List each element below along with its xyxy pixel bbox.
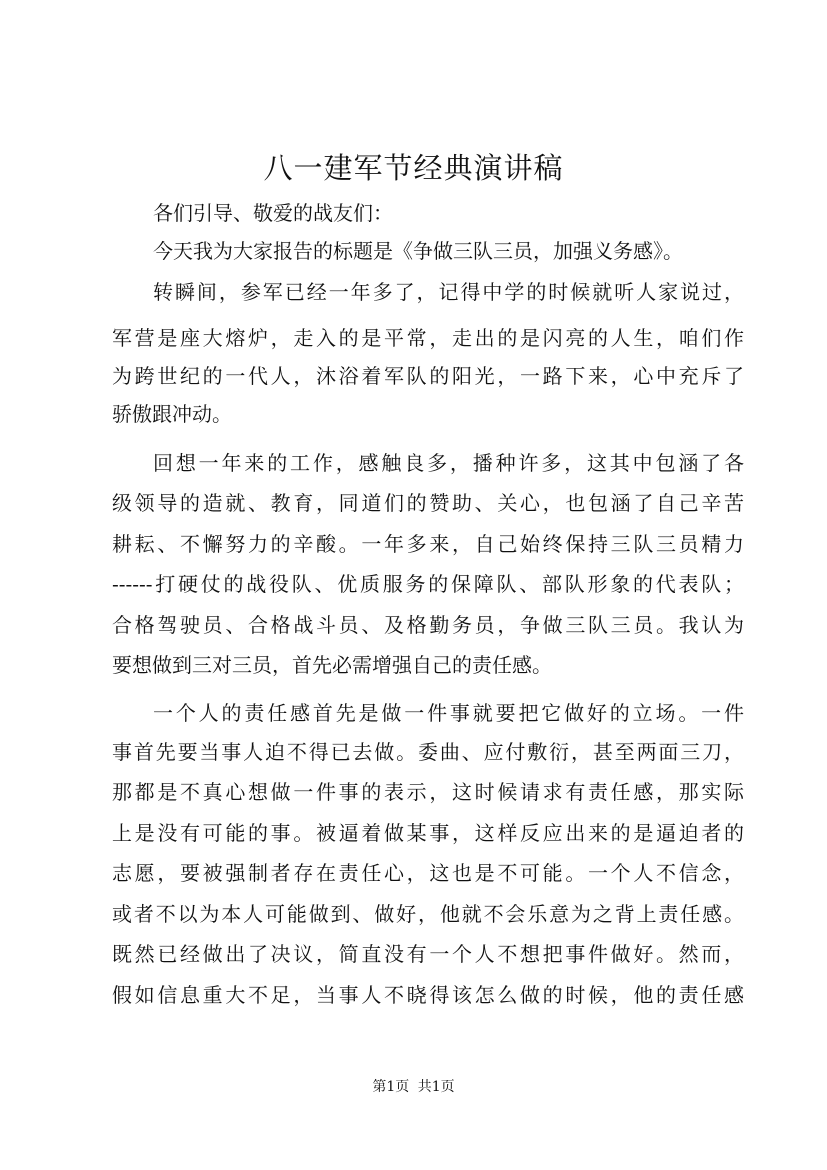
paragraph-line: 或者不以为本人可能做到、做好，他就不会乐意为之背上责任感。 [112, 902, 744, 926]
page-total: 共1页 [417, 1079, 455, 1095]
paragraph-line: 既然已经做出了决议，简直没有一个人不想把事件做好。然而， [112, 942, 744, 966]
paragraph-line: 回想一年来的工作，感触良多，播种许多，这其中包涵了各 [153, 451, 744, 475]
page-footer [0, 1077, 827, 1097]
paragraph-line: 要想做到三对三员，首先必需增强自己的责任感。 [112, 653, 552, 677]
paragraph-line: 事首先要当事人迫不得已去做。委曲、应付敷衍，甚至两面三刀， [112, 740, 744, 764]
paragraph-line: 骄傲跟冲动。 [112, 402, 232, 426]
paragraph-line: 为跨世纪的一代人，沐浴着军队的阳光，一路下来，心中充斥了 [112, 364, 744, 388]
paragraph-line: 军营是座大熔炉，走入的是平常，走出的是闪亮的人生，咱们作 [112, 326, 744, 350]
paragraph-line: 假如信息重大不足，当事人不晓得该怎么做的时候，他的责任感 [112, 983, 744, 1007]
page-number: 第1页 [372, 1079, 410, 1095]
paragraph-line: 级领导的造就、教育，同道们的赞助、关心，也包涵了自己辛苦 [112, 491, 744, 515]
paragraph-line: 今天我为大家报告的标题是《争做三队三员，加强义务感》。 [153, 239, 683, 263]
paragraph-line: 耕耘、不懈努力的辛酸。一年多来，自己始终保持三队三员精力 [112, 532, 744, 556]
document-title: 八一建军节经典演讲稿 [263, 151, 564, 185]
paragraph-line: ------打硬仗的战役队、优质服务的保障队、部队形象的代表队； [112, 572, 744, 596]
paragraph-line: 上是没有可能的事。被逼着做某事，这样反应出来的是逼迫者的 [112, 821, 744, 845]
paragraph-line: 那都是不真心想做一件事的表示，这时候请求有责任感，那实际 [112, 780, 744, 804]
paragraph-line: 志愿，要被强制者存在责任心，这也是不可能。一个人不信念， [112, 861, 744, 885]
paragraph-line: 合格驾驶员、合格战斗员、及格勤务员，争做三队三员。我认为 [112, 613, 744, 637]
paragraph-line: 一个人的责任感首先是做一件事就要把它做好的立场。一件 [153, 701, 744, 725]
paragraph-line: 各们引导、敬爱的战友们： [153, 201, 393, 225]
paragraph-line: 转瞬间，参军已经一年多了，记得中学的时候就听人家说过， [153, 280, 744, 304]
